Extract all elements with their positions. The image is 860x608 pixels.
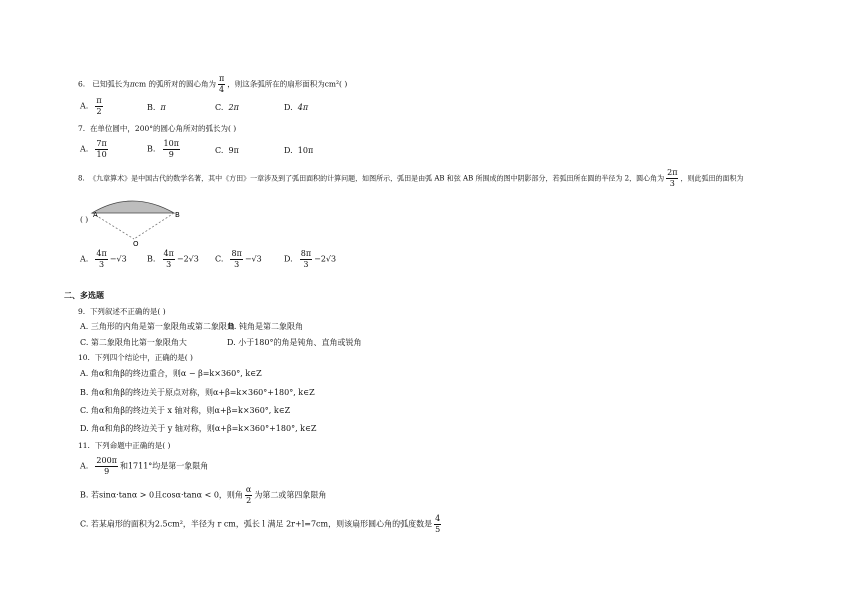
q8-answer-paren: ( )	[80, 215, 89, 224]
radius-oa	[92, 213, 134, 239]
q6-option-d[interactable]: D. 4π	[284, 103, 309, 112]
q9-option-a[interactable]: A. 三角形的内角是第一象限角或第二象限角	[80, 322, 235, 331]
q9-option-d[interactable]: D. 小于180°的角是钝角、直角或锐角	[227, 338, 362, 347]
q7-stem: 7. 在单位圆中，200°的圆心角所对的弧长为( )	[78, 124, 237, 133]
q9-stem: 9. 下列叙述不正确的是( )	[78, 307, 166, 316]
point-a-label: A	[93, 211, 98, 219]
q7-option-d[interactable]: D. 10π	[284, 146, 314, 155]
q6-angle-fraction: $\frac{\pi}{4}$	[218, 74, 225, 94]
point-b-label: B	[175, 211, 180, 219]
q6-option-c[interactable]: C. 2π	[215, 103, 239, 112]
q11-option-c[interactable]: C. 若某扇形的面积为2.5cm²，半径为 r cm，弧长 l 满足 2r+l=7cm，则该扇形圆心角的弧度数是 $\frac{4}{5}$	[80, 514, 441, 534]
q11-option-a[interactable]: A. $\frac{200\pi}{9}$ 和1711°均是第一象限角	[80, 456, 209, 476]
section-heading-multiple-choice: 二、多选题	[64, 291, 104, 300]
q10-option-a[interactable]: A. 角α和角β的终边重合，则α − β=k×360°, k∈Z	[80, 369, 262, 378]
q11-option-b[interactable]: B. 若sinα·tanα > 0且cosα·tanα < 0，则角 $\frac{\alpha}{2}$ 为第二或第四象限角	[80, 485, 327, 505]
arc-field-figure	[84, 195, 194, 247]
q8-stem: 8. 《九章算术》是中国古代的数学名著，其中《方田》一章涉及到了弧田面积的计算问题，如图所示，弧田是由弧 AB 和弦 AB 所围成的图中阴影部分，若弧田所在圆的半径为 2，圆心角为 $\frac{2\pi}{3}$ ，则此弧田的面积为	[78, 168, 744, 188]
q9-option-c[interactable]: C. 第二象限角比第一象限角大	[80, 338, 187, 347]
shaded-segment	[92, 201, 174, 213]
q7-option-a[interactable]: A. $\frac{7\pi}{10}$	[80, 139, 107, 159]
q9-option-b[interactable]: B. 钝角是第二象限角	[228, 322, 303, 331]
q8-option-a[interactable]: A. $\frac{4\pi}{3}$ −√3	[80, 249, 127, 269]
q6-stem: 6. 已知弧长为πcm 的弧所对的圆心角为 $\frac{\pi}{4}$ ，则这条弧所在的扇形面积为cm²( )	[78, 74, 348, 94]
q11-stem: 11. 下列命题中正确的是( )	[78, 441, 171, 450]
q8-option-b[interactable]: B. $\frac{4\pi}{3}$ −2√3	[147, 249, 199, 269]
q10-option-c[interactable]: C. 角α和角β的终边关于 x 轴对称，则α+β=k×360°, k∈Z	[80, 406, 291, 415]
q7-option-b[interactable]: B. $\frac{10\pi}{9}$	[147, 139, 179, 159]
q10-stem: 10. 下列四个结论中，正确的是( )	[78, 353, 193, 362]
q6-number: 6.	[78, 79, 86, 89]
q7-option-c[interactable]: C. 9π	[215, 146, 239, 155]
q6-option-a[interactable]: A. $\frac{\pi}{2}$	[80, 96, 102, 116]
q8-option-d[interactable]: D. $\frac{8\pi}{3}$ −2√3	[284, 249, 337, 269]
q8-option-c[interactable]: C. $\frac{8\pi}{3}$ −√3	[215, 249, 262, 269]
q10-option-d[interactable]: D. 角α和角β的终边关于 y 轴对称，则α+β=k×360°+180°, k∈Z	[80, 424, 317, 433]
q6-option-b[interactable]: B. π	[147, 103, 166, 112]
q10-option-b[interactable]: B. 角α和角β的终边关于原点对称，则α+β=k×360°+180°, k∈Z	[80, 388, 315, 397]
radius-ob	[134, 213, 174, 239]
point-o-label: O	[133, 240, 139, 247]
